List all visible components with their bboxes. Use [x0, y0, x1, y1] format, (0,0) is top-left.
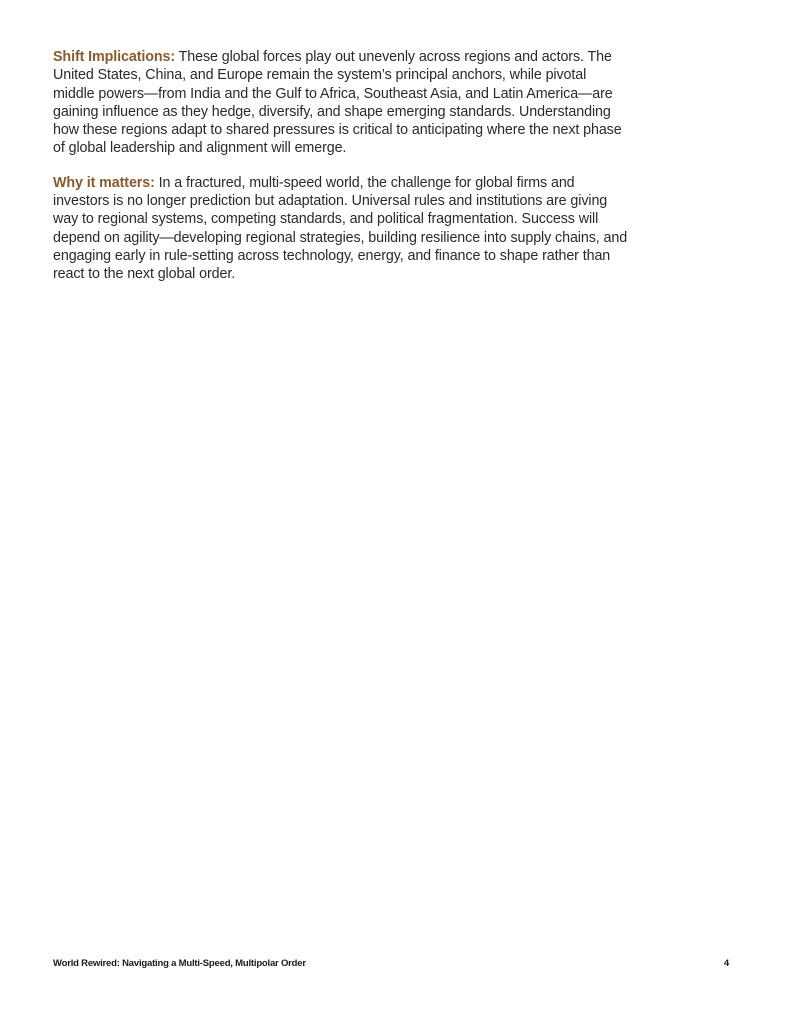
- paragraph-lead-label: Shift Implications:: [53, 49, 176, 65]
- document-body: [53, 48, 628, 300]
- paragraph-lead-label: Why it matters:: [53, 174, 155, 191]
- page-footer: [53, 958, 729, 969]
- footer-document-title: World Rewired: Navigating a Multi-Speed, Multipolar Order: [53, 958, 306, 969]
- paragraph-text: In a fractured, multi-speed world, the challenge for global firms and investors is no longer prediction but adaptation. Universal rules and institutions are giving way to regional systems, competing standards, and political fragmentation. Success will depend on agility—developing regional strategies, building resilience into supply chains, and engaging early in rule-setting across technology, energy, and finance to shape rather than react to the next global order.: [53, 174, 628, 283]
- why-it-matters-paragraph: [53, 174, 628, 284]
- footer-page-number: 4: [723, 958, 729, 969]
- shift-implications-paragraph: [53, 48, 628, 158]
- paragraph-text: These global forces play out unevenly across regions and actors. The United States, China, and Europe remain the system’s principal anchors, while pivotal middle powers—from India and the Gulf to Africa, Southeast Asia, and Latin America—are gaining influence as they hedge, diversify, and shape emerging standards. Understanding how these regions adapt to shared pressures is critical to anticipating where the next phase of global leadership and alignment will emerge.: [53, 49, 622, 157]
